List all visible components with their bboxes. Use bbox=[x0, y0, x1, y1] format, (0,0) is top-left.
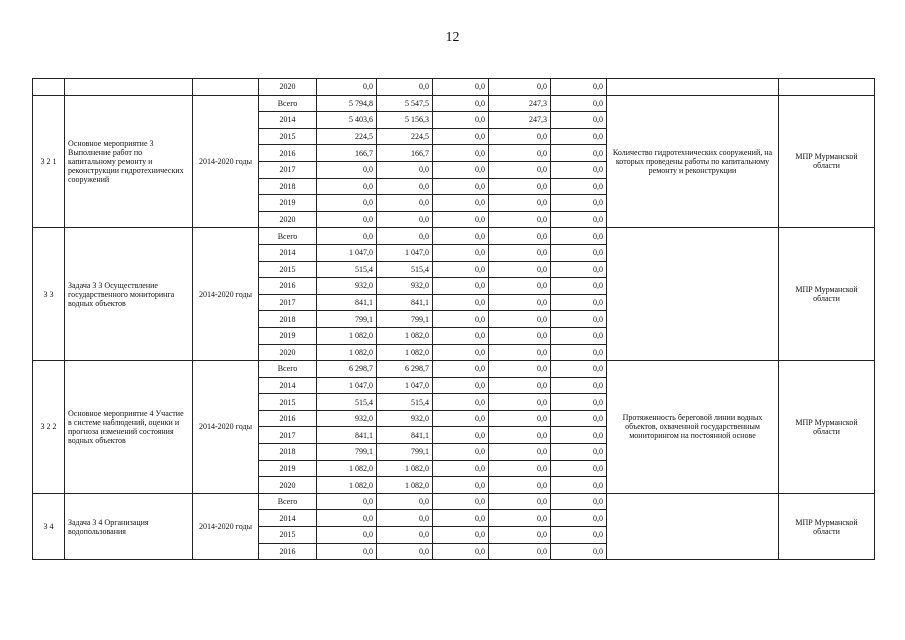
value-cell: 0,0 bbox=[551, 327, 607, 344]
item-executor: МПР Мурманской области bbox=[779, 95, 875, 228]
value-cell: 1 047,0 bbox=[317, 244, 377, 261]
value-cell: 0,0 bbox=[433, 211, 489, 228]
value-cell: 0,0 bbox=[489, 311, 551, 328]
value-cell: 0,0 bbox=[433, 344, 489, 361]
value-cell: 841,1 bbox=[377, 427, 433, 444]
year-cell: 2014 bbox=[259, 244, 317, 261]
item-period: 2014-2020 годы bbox=[193, 493, 259, 559]
year-cell: 2020 bbox=[259, 344, 317, 361]
value-cell: 247,3 bbox=[489, 95, 551, 112]
value-cell: 0,0 bbox=[377, 79, 433, 96]
value-cell: 0,0 bbox=[551, 543, 607, 560]
value-cell: 224,5 bbox=[377, 128, 433, 145]
value-cell: 5 794,8 bbox=[317, 95, 377, 112]
value-cell: 0,0 bbox=[551, 261, 607, 278]
value-cell: 841,1 bbox=[377, 294, 433, 311]
item-indicator bbox=[607, 493, 779, 559]
value-cell: 0,0 bbox=[433, 410, 489, 427]
value-cell: 0,0 bbox=[489, 178, 551, 195]
value-cell: 0,0 bbox=[433, 261, 489, 278]
item-executor: МПР Мурманской области bbox=[779, 493, 875, 559]
value-cell: 0,0 bbox=[551, 510, 607, 527]
year-cell: 2015 bbox=[259, 261, 317, 278]
program-table bbox=[32, 78, 875, 560]
item-executor: МПР Мурманской области bbox=[779, 228, 875, 361]
year-cell: 2015 bbox=[259, 128, 317, 145]
value-cell: 0,0 bbox=[433, 128, 489, 145]
value-cell: 0,0 bbox=[317, 79, 377, 96]
item-code: 3 2 1 bbox=[33, 95, 65, 228]
value-cell: 0,0 bbox=[433, 327, 489, 344]
value-cell: 0,0 bbox=[433, 477, 489, 494]
value-cell: 0,0 bbox=[377, 493, 433, 510]
value-cell: 0,0 bbox=[489, 477, 551, 494]
value-cell: 6 298,7 bbox=[317, 361, 377, 378]
year-cell: 2017 bbox=[259, 427, 317, 444]
item-name: Задача 3 4 Организация водопользования bbox=[65, 493, 193, 559]
value-cell: 224,5 bbox=[317, 128, 377, 145]
year-cell: 2014 bbox=[259, 112, 317, 129]
value-cell: 0,0 bbox=[551, 427, 607, 444]
item-name: Задача 3 3 Осуществление государственного мониторинга водных объектов bbox=[65, 228, 193, 361]
page-number: 12 bbox=[445, 30, 460, 45]
value-cell: 0,0 bbox=[489, 444, 551, 461]
value-cell: 0,0 bbox=[551, 278, 607, 295]
table-row bbox=[33, 79, 875, 96]
value-cell: 0,0 bbox=[489, 327, 551, 344]
indicator-cell bbox=[607, 79, 779, 96]
year-cell: Всего bbox=[259, 228, 317, 245]
value-cell: 0,0 bbox=[317, 178, 377, 195]
table-row bbox=[33, 95, 875, 112]
value-cell: 166,7 bbox=[317, 145, 377, 162]
value-cell: 0,0 bbox=[489, 493, 551, 510]
value-cell: 0,0 bbox=[317, 228, 377, 245]
year-cell: 2016 bbox=[259, 410, 317, 427]
value-cell: 0,0 bbox=[433, 510, 489, 527]
value-cell: 0,0 bbox=[551, 195, 607, 212]
value-cell: 0,0 bbox=[489, 377, 551, 394]
year-cell: Всего bbox=[259, 493, 317, 510]
year-cell: 2016 bbox=[259, 278, 317, 295]
value-cell: 0,0 bbox=[433, 79, 489, 96]
item-indicator: Количество гидротехнических сооружений, на которых проведены работы по капитальному ремонту и реконструкции bbox=[607, 95, 779, 228]
value-cell: 0,0 bbox=[551, 228, 607, 245]
table-body bbox=[33, 79, 875, 560]
item-period: 2014-2020 годы bbox=[193, 228, 259, 361]
year-cell: 2020 bbox=[259, 477, 317, 494]
value-cell: 5 403,6 bbox=[317, 112, 377, 129]
value-cell: 0,0 bbox=[489, 460, 551, 477]
item-name: Основное мероприятие 4 Участие в системе наблюдений, оценки и прогноза изменений состояния водных объектов bbox=[65, 361, 193, 494]
value-cell: 0,0 bbox=[433, 311, 489, 328]
value-cell: 0,0 bbox=[551, 178, 607, 195]
value-cell: 0,0 bbox=[433, 543, 489, 560]
value-cell: 0,0 bbox=[551, 394, 607, 411]
value-cell: 0,0 bbox=[489, 211, 551, 228]
name-cell bbox=[65, 79, 193, 96]
value-cell: 0,0 bbox=[433, 161, 489, 178]
value-cell: 0,0 bbox=[433, 178, 489, 195]
value-cell: 0,0 bbox=[433, 145, 489, 162]
value-cell: 0,0 bbox=[551, 128, 607, 145]
table-row bbox=[33, 228, 875, 245]
year-cell: 2014 bbox=[259, 377, 317, 394]
year-cell: 2018 bbox=[259, 311, 317, 328]
period-cell bbox=[193, 79, 259, 96]
year-cell: 2015 bbox=[259, 527, 317, 544]
value-cell: 0,0 bbox=[377, 228, 433, 245]
value-cell: 0,0 bbox=[551, 460, 607, 477]
value-cell: 932,0 bbox=[317, 410, 377, 427]
value-cell: 0,0 bbox=[433, 493, 489, 510]
value-cell: 0,0 bbox=[489, 527, 551, 544]
value-cell: 799,1 bbox=[377, 311, 433, 328]
value-cell: 0,0 bbox=[551, 112, 607, 129]
value-cell: 0,0 bbox=[317, 161, 377, 178]
value-cell: 0,0 bbox=[551, 145, 607, 162]
value-cell: 0,0 bbox=[377, 543, 433, 560]
year-cell: 2020 bbox=[259, 211, 317, 228]
value-cell: 515,4 bbox=[377, 394, 433, 411]
value-cell: 515,4 bbox=[377, 261, 433, 278]
value-cell: 0,0 bbox=[377, 211, 433, 228]
value-cell: 0,0 bbox=[433, 95, 489, 112]
year-cell: 2016 bbox=[259, 543, 317, 560]
value-cell: 0,0 bbox=[489, 410, 551, 427]
executor-cell bbox=[779, 79, 875, 96]
value-cell: 0,0 bbox=[433, 112, 489, 129]
value-cell: 0,0 bbox=[489, 79, 551, 96]
year-cell: Всего bbox=[259, 361, 317, 378]
value-cell: 0,0 bbox=[433, 377, 489, 394]
value-cell: 0,0 bbox=[551, 244, 607, 261]
item-executor: МПР Мурманской области bbox=[779, 361, 875, 494]
value-cell: 0,0 bbox=[551, 477, 607, 494]
value-cell: 799,1 bbox=[317, 311, 377, 328]
value-cell: 0,0 bbox=[377, 178, 433, 195]
value-cell: 0,0 bbox=[317, 493, 377, 510]
item-code: 3 2 2 bbox=[33, 361, 65, 494]
item-code: 3 3 bbox=[33, 228, 65, 361]
code-cell bbox=[33, 79, 65, 96]
value-cell: 166,7 bbox=[377, 145, 433, 162]
value-cell: 0,0 bbox=[489, 261, 551, 278]
value-cell: 1 047,0 bbox=[317, 377, 377, 394]
value-cell: 1 082,0 bbox=[377, 327, 433, 344]
value-cell: 841,1 bbox=[317, 294, 377, 311]
value-cell: 515,4 bbox=[317, 261, 377, 278]
value-cell: 0,0 bbox=[551, 527, 607, 544]
value-cell: 0,0 bbox=[317, 195, 377, 212]
value-cell: 5 156,3 bbox=[377, 112, 433, 129]
value-cell: 0,0 bbox=[377, 527, 433, 544]
value-cell: 0,0 bbox=[433, 460, 489, 477]
value-cell: 0,0 bbox=[489, 543, 551, 560]
value-cell: 0,0 bbox=[433, 278, 489, 295]
value-cell: 0,0 bbox=[551, 493, 607, 510]
value-cell: 0,0 bbox=[551, 294, 607, 311]
year-cell: 2019 bbox=[259, 327, 317, 344]
value-cell: 0,0 bbox=[433, 228, 489, 245]
value-cell: 0,0 bbox=[489, 161, 551, 178]
value-cell: 0,0 bbox=[433, 195, 489, 212]
value-cell: 0,0 bbox=[489, 394, 551, 411]
item-code: 3 4 bbox=[33, 493, 65, 559]
item-name: Основное мероприятие 3 Выполнение работ по капитальному ремонту и реконструкции гидротехнических сооружений bbox=[65, 95, 193, 228]
value-cell: 1 082,0 bbox=[377, 477, 433, 494]
year-cell: 2019 bbox=[259, 195, 317, 212]
year-cell: 2020 bbox=[259, 79, 317, 96]
value-cell: 1 082,0 bbox=[317, 327, 377, 344]
value-cell: 0,0 bbox=[489, 344, 551, 361]
value-cell: 0,0 bbox=[377, 195, 433, 212]
value-cell: 932,0 bbox=[377, 410, 433, 427]
value-cell: 1 082,0 bbox=[377, 344, 433, 361]
value-cell: 1 082,0 bbox=[317, 477, 377, 494]
item-indicator bbox=[607, 228, 779, 361]
value-cell: 0,0 bbox=[551, 444, 607, 461]
value-cell: 0,0 bbox=[551, 344, 607, 361]
value-cell: 932,0 bbox=[377, 278, 433, 295]
year-cell: 2018 bbox=[259, 444, 317, 461]
value-cell: 0,0 bbox=[433, 361, 489, 378]
value-cell: 0,0 bbox=[489, 244, 551, 261]
value-cell: 799,1 bbox=[377, 444, 433, 461]
value-cell: 0,0 bbox=[489, 427, 551, 444]
value-cell: 0,0 bbox=[551, 361, 607, 378]
value-cell: 1 082,0 bbox=[317, 460, 377, 477]
value-cell: 0,0 bbox=[489, 128, 551, 145]
value-cell: 1 082,0 bbox=[317, 344, 377, 361]
value-cell: 0,0 bbox=[551, 211, 607, 228]
value-cell: 0,0 bbox=[489, 278, 551, 295]
value-cell: 0,0 bbox=[551, 95, 607, 112]
value-cell: 0,0 bbox=[377, 510, 433, 527]
value-cell: 1 047,0 bbox=[377, 377, 433, 394]
value-cell: 0,0 bbox=[489, 195, 551, 212]
value-cell: 932,0 bbox=[317, 278, 377, 295]
value-cell: 0,0 bbox=[489, 228, 551, 245]
value-cell: 1 082,0 bbox=[377, 460, 433, 477]
value-cell: 0,0 bbox=[433, 527, 489, 544]
value-cell: 799,1 bbox=[317, 444, 377, 461]
value-cell: 0,0 bbox=[317, 211, 377, 228]
item-period: 2014-2020 годы bbox=[193, 95, 259, 228]
value-cell: 0,0 bbox=[317, 527, 377, 544]
value-cell: 0,0 bbox=[317, 543, 377, 560]
value-cell: 6 298,7 bbox=[377, 361, 433, 378]
value-cell: 0,0 bbox=[489, 294, 551, 311]
value-cell: 0,0 bbox=[433, 427, 489, 444]
year-cell: 2014 bbox=[259, 510, 317, 527]
year-cell: 2017 bbox=[259, 294, 317, 311]
value-cell: 0,0 bbox=[433, 244, 489, 261]
value-cell: 5 547,5 bbox=[377, 95, 433, 112]
value-cell: 0,0 bbox=[551, 377, 607, 394]
value-cell: 0,0 bbox=[433, 444, 489, 461]
value-cell: 0,0 bbox=[551, 79, 607, 96]
value-cell: 0,0 bbox=[489, 361, 551, 378]
year-cell: 2015 bbox=[259, 394, 317, 411]
year-cell: 2019 bbox=[259, 460, 317, 477]
value-cell: 247,3 bbox=[489, 112, 551, 129]
value-cell: 0,0 bbox=[551, 161, 607, 178]
year-cell: Всего bbox=[259, 95, 317, 112]
value-cell: 0,0 bbox=[551, 410, 607, 427]
year-cell: 2017 bbox=[259, 161, 317, 178]
value-cell: 0,0 bbox=[551, 311, 607, 328]
item-indicator: Протяженность береговой линии водных объектов, охваченной государственным мониторингом на постоянной основе bbox=[607, 361, 779, 494]
value-cell: 0,0 bbox=[433, 294, 489, 311]
year-cell: 2018 bbox=[259, 178, 317, 195]
item-period: 2014-2020 годы bbox=[193, 361, 259, 494]
value-cell: 0,0 bbox=[377, 161, 433, 178]
value-cell: 0,0 bbox=[433, 394, 489, 411]
value-cell: 515,4 bbox=[317, 394, 377, 411]
year-cell: 2016 bbox=[259, 145, 317, 162]
table-row bbox=[33, 361, 875, 378]
value-cell: 841,1 bbox=[317, 427, 377, 444]
table-row bbox=[33, 493, 875, 510]
value-cell: 1 047,0 bbox=[377, 244, 433, 261]
value-cell: 0,0 bbox=[489, 145, 551, 162]
value-cell: 0,0 bbox=[317, 510, 377, 527]
value-cell: 0,0 bbox=[489, 510, 551, 527]
